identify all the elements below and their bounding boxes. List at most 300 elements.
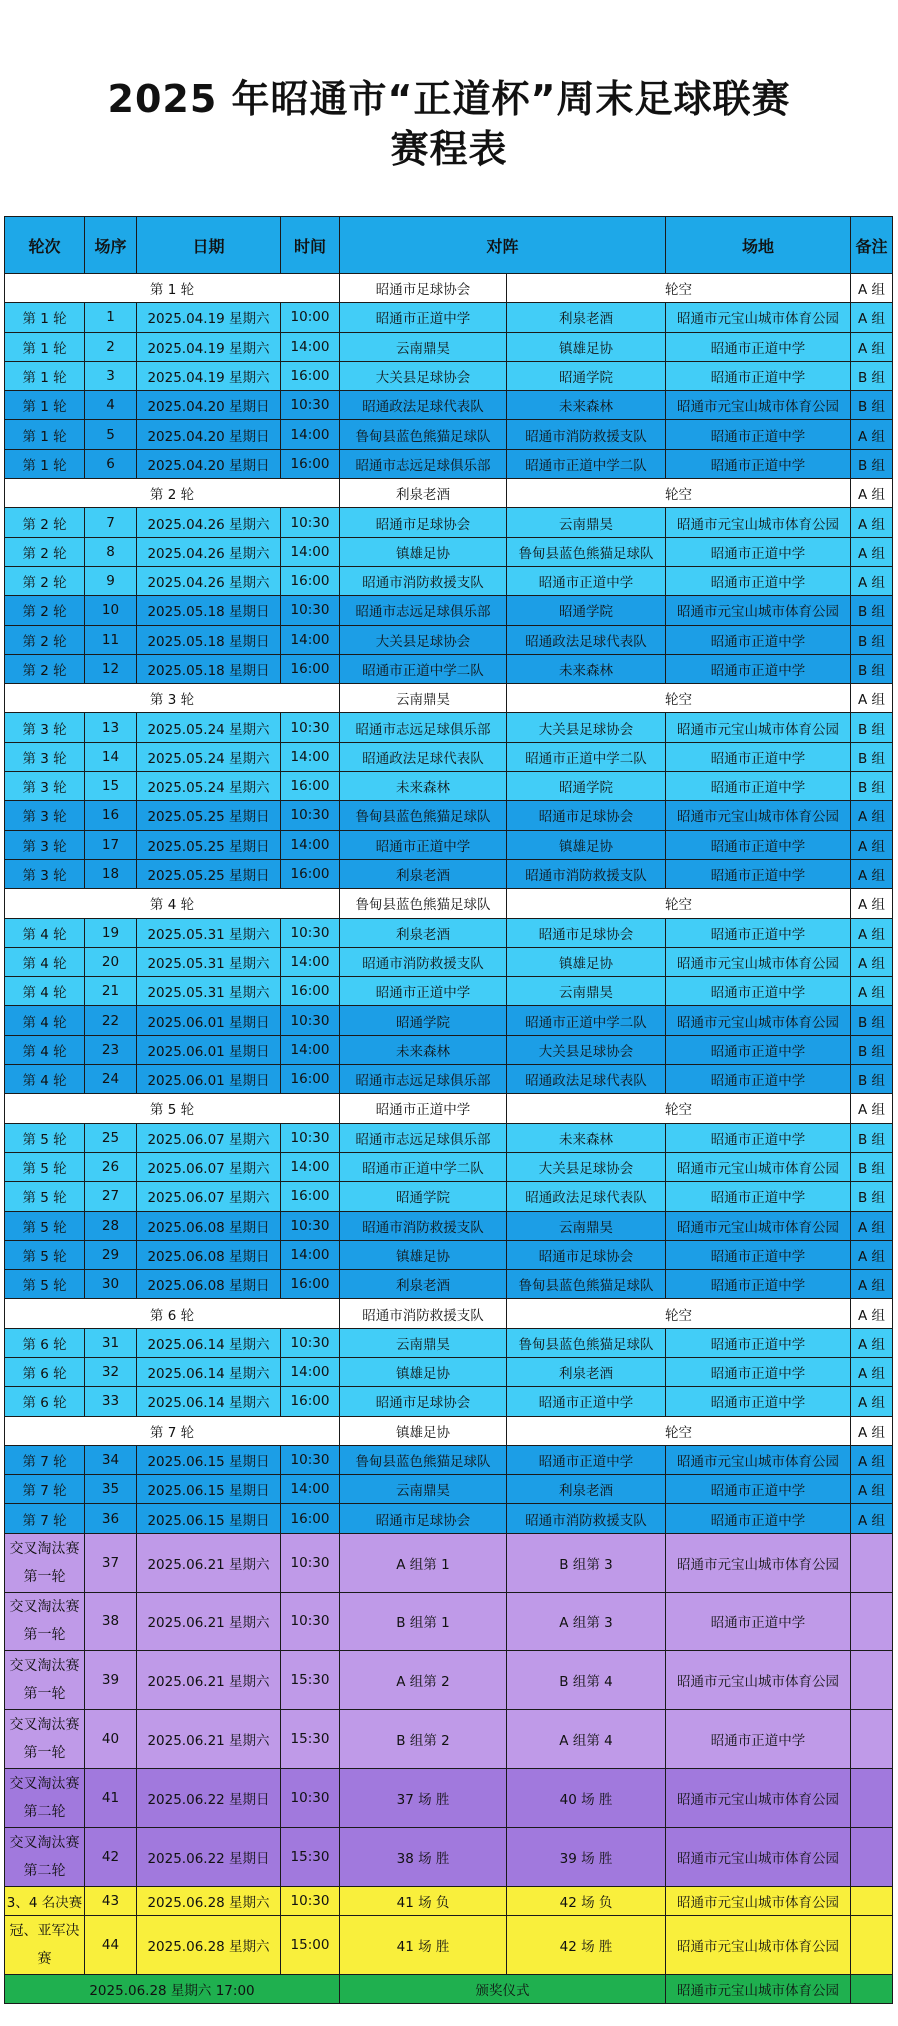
round-label: 第 4 轮	[5, 1065, 85, 1094]
group-note	[851, 1886, 893, 1915]
venue: 昭通市正道中学	[666, 625, 851, 654]
match-number: 33	[85, 1387, 137, 1416]
home-team: 云南鼎昊	[340, 1328, 507, 1357]
group-note	[851, 1827, 893, 1886]
venue: 昭通市正道中学	[666, 332, 851, 361]
venue: 昭通市元宝山城市体育公园	[666, 1152, 851, 1181]
away-team: 大关县足球协会	[507, 1152, 666, 1181]
match-number: 41	[85, 1768, 137, 1827]
away-team: 未来森林	[507, 391, 666, 420]
venue: 昭通市元宝山城市体育公园	[666, 1886, 851, 1915]
away-team: 39 场 胜	[507, 1827, 666, 1886]
match-time: 15:30	[281, 1827, 340, 1886]
venue: 昭通市正道中学	[666, 772, 851, 801]
match-date: 2025.06.21 星期六	[137, 1651, 281, 1710]
home-team: 未来森林	[340, 1035, 507, 1064]
match-time: 16:00	[281, 1182, 340, 1211]
match-date: 2025.05.24 星期六	[137, 772, 281, 801]
away-team: 昭通市消防救援支队	[507, 859, 666, 888]
bye-row	[5, 479, 893, 508]
group-note: B 组	[851, 361, 893, 390]
match-row	[5, 1035, 893, 1064]
home-team: B 组第 2	[340, 1710, 507, 1769]
round-label: 第 2 轮	[5, 537, 85, 566]
home-team: 37 场 胜	[340, 1768, 507, 1827]
match-row	[5, 859, 893, 888]
match-row	[5, 1328, 893, 1357]
group-note: A 组	[851, 918, 893, 947]
match-number: 13	[85, 713, 137, 742]
match-row	[5, 449, 893, 478]
home-team: 昭通市足球协会	[340, 508, 507, 537]
match-time: 15:30	[281, 1710, 340, 1769]
ceremony-datetime: 2025.06.28 星期六 17:00	[5, 1974, 340, 2003]
away-team: 昭通市足球协会	[507, 801, 666, 830]
match-number: 3	[85, 361, 137, 390]
match-time: 14:00	[281, 625, 340, 654]
group-note	[851, 1592, 893, 1651]
home-team: 昭通市足球协会	[340, 1387, 507, 1416]
match-number: 30	[85, 1270, 137, 1299]
match-row	[5, 1710, 893, 1769]
venue: 昭通市元宝山城市体育公园	[666, 1768, 851, 1827]
group-note: A 组	[851, 479, 893, 508]
match-number: 4	[85, 391, 137, 420]
round-label: 交叉淘汰赛第二轮	[5, 1768, 85, 1827]
match-date: 2025.05.18 星期日	[137, 596, 281, 625]
match-time: 14:00	[281, 537, 340, 566]
venue: 昭通市元宝山城市体育公园	[666, 1827, 851, 1886]
group-note: B 组	[851, 449, 893, 478]
group-note: A 组	[851, 977, 893, 1006]
venue: 昭通市正道中学	[666, 977, 851, 1006]
round-label: 3、4 名决赛	[5, 1886, 85, 1915]
match-row	[5, 1006, 893, 1035]
venue: 昭通市正道中学	[666, 1182, 851, 1211]
bye-row	[5, 1299, 893, 1328]
away-team: 利泉老酒	[507, 303, 666, 332]
match-number: 34	[85, 1445, 137, 1474]
match-time: 10:00	[281, 303, 340, 332]
match-number: 36	[85, 1504, 137, 1533]
venue: 昭通市元宝山城市体育公园	[666, 713, 851, 742]
away-team: 42 场 负	[507, 1886, 666, 1915]
match-row	[5, 537, 893, 566]
away-team: 昭通市消防救援支队	[507, 1504, 666, 1533]
venue: 昭通市正道中学	[666, 918, 851, 947]
match-number: 35	[85, 1475, 137, 1504]
home-team: 利泉老酒	[340, 859, 507, 888]
match-number: 18	[85, 859, 137, 888]
round-label: 第 1 轮	[5, 391, 85, 420]
bye-row	[5, 274, 893, 303]
match-time: 16:00	[281, 772, 340, 801]
home-team: 41 场 胜	[340, 1915, 507, 1974]
match-number: 8	[85, 537, 137, 566]
match-date: 2025.04.26 星期六	[137, 566, 281, 595]
group-note: A 组	[851, 274, 893, 303]
group-note	[851, 1768, 893, 1827]
schedule-body	[5, 274, 893, 2004]
round-label: 第 3 轮	[5, 713, 85, 742]
match-row	[5, 596, 893, 625]
home-team: 未来森林	[340, 772, 507, 801]
match-time: 16:00	[281, 1065, 340, 1094]
venue: 昭通市正道中学	[666, 1357, 851, 1386]
bye-team: 昭通市正道中学	[340, 1094, 507, 1123]
venue: 昭通市正道中学	[666, 1065, 851, 1094]
round-label: 第 7 轮	[5, 1475, 85, 1504]
round-label: 第 4 轮	[5, 947, 85, 976]
match-row	[5, 1211, 893, 1240]
home-team: 38 场 胜	[340, 1827, 507, 1886]
match-number: 16	[85, 801, 137, 830]
match-date: 2025.04.19 星期六	[137, 303, 281, 332]
match-date: 2025.04.26 星期六	[137, 537, 281, 566]
match-number: 23	[85, 1035, 137, 1064]
schedule-table	[4, 216, 893, 2004]
bye-team: 昭通市足球协会	[340, 274, 507, 303]
bye-label: 轮空	[507, 1299, 851, 1328]
match-time: 16:00	[281, 1387, 340, 1416]
group-note: A 组	[851, 1270, 893, 1299]
match-row	[5, 303, 893, 332]
match-number: 20	[85, 947, 137, 976]
match-row	[5, 772, 893, 801]
home-team: A 组第 2	[340, 1651, 507, 1710]
round-label: 第 3 轮	[5, 830, 85, 859]
round-label: 第 2 轮	[5, 479, 340, 508]
home-team: 昭通市消防救援支队	[340, 1211, 507, 1240]
group-note: B 组	[851, 1152, 893, 1181]
bye-label: 轮空	[507, 1416, 851, 1445]
venue: 昭通市元宝山城市体育公园	[666, 801, 851, 830]
group-note: A 组	[851, 1475, 893, 1504]
match-time: 10:30	[281, 1886, 340, 1915]
match-number: 37	[85, 1533, 137, 1592]
ceremony-event: 颁奖仪式	[340, 1974, 666, 2003]
match-number: 14	[85, 742, 137, 771]
match-row	[5, 1651, 893, 1710]
match-number: 19	[85, 918, 137, 947]
match-row	[5, 1445, 893, 1474]
match-number: 27	[85, 1182, 137, 1211]
venue: 昭通市正道中学	[666, 1240, 851, 1269]
home-team: 昭通市志远足球俱乐部	[340, 449, 507, 478]
match-number: 22	[85, 1006, 137, 1035]
home-team: 镇雄足协	[340, 537, 507, 566]
match-number: 39	[85, 1651, 137, 1710]
match-time: 14:00	[281, 830, 340, 859]
away-team: 昭通市足球协会	[507, 918, 666, 947]
match-time: 10:30	[281, 1211, 340, 1240]
venue: 昭通市元宝山城市体育公园	[666, 1651, 851, 1710]
match-number: 40	[85, 1710, 137, 1769]
away-team: 昭通政法足球代表队	[507, 1065, 666, 1094]
group-note: B 组	[851, 1006, 893, 1035]
match-date: 2025.06.15 星期日	[137, 1504, 281, 1533]
match-time: 10:30	[281, 918, 340, 947]
away-team: 昭通市正道中学	[507, 1445, 666, 1474]
group-note: A 组	[851, 859, 893, 888]
header-row	[5, 217, 893, 274]
round-label: 第 4 轮	[5, 1006, 85, 1035]
venue: 昭通市正道中学	[666, 1270, 851, 1299]
round-label: 交叉淘汰赛第一轮	[5, 1710, 85, 1769]
match-number: 25	[85, 1123, 137, 1152]
group-note: A 组	[851, 1504, 893, 1533]
match-date: 2025.04.19 星期六	[137, 332, 281, 361]
venue: 昭通市正道中学	[666, 1475, 851, 1504]
match-row	[5, 332, 893, 361]
home-team: 昭通市消防救援支队	[340, 947, 507, 976]
match-row	[5, 830, 893, 859]
match-date: 2025.06.08 星期日	[137, 1240, 281, 1269]
title-area	[0, 0, 898, 214]
match-row	[5, 1915, 893, 1974]
round-label: 交叉淘汰赛第二轮	[5, 1827, 85, 1886]
bye-label: 轮空	[507, 889, 851, 918]
match-date: 2025.06.21 星期六	[137, 1710, 281, 1769]
match-number: 11	[85, 625, 137, 654]
group-note: B 组	[851, 596, 893, 625]
round-label: 第 5 轮	[5, 1152, 85, 1181]
group-note: B 组	[851, 713, 893, 742]
match-time: 10:30	[281, 391, 340, 420]
away-team: 昭通市正道中学二队	[507, 449, 666, 478]
home-team: 大关县足球协会	[340, 625, 507, 654]
match-time: 10:30	[281, 596, 340, 625]
home-team: 鲁甸县蓝色熊猫足球队	[340, 801, 507, 830]
match-time: 10:30	[281, 1006, 340, 1035]
match-number: 12	[85, 654, 137, 683]
home-team: 昭通市足球协会	[340, 1504, 507, 1533]
away-team: 镇雄足协	[507, 947, 666, 976]
match-date: 2025.04.20 星期日	[137, 420, 281, 449]
home-team: 昭通市消防救援支队	[340, 566, 507, 595]
away-team: A 组第 3	[507, 1592, 666, 1651]
home-team: 昭通市正道中学二队	[340, 654, 507, 683]
group-note: A 组	[851, 1240, 893, 1269]
header-round: 轮次	[5, 217, 85, 274]
group-note: A 组	[851, 684, 893, 713]
venue: 昭通市元宝山城市体育公园	[666, 947, 851, 976]
home-team: 鲁甸县蓝色熊猫足球队	[340, 420, 507, 449]
match-date: 2025.05.25 星期日	[137, 830, 281, 859]
home-team: 41 场 负	[340, 1886, 507, 1915]
match-number: 28	[85, 1211, 137, 1240]
match-time: 16:00	[281, 859, 340, 888]
group-note: A 组	[851, 1416, 893, 1445]
away-team: 昭通市正道中学	[507, 566, 666, 595]
match-date: 2025.05.18 星期日	[137, 654, 281, 683]
round-label: 第 6 轮	[5, 1357, 85, 1386]
match-date: 2025.06.01 星期日	[137, 1065, 281, 1094]
round-label: 第 6 轮	[5, 1299, 340, 1328]
match-date: 2025.06.28 星期六	[137, 1915, 281, 1974]
group-note: A 组	[851, 1211, 893, 1240]
match-row	[5, 654, 893, 683]
match-date: 2025.05.24 星期六	[137, 713, 281, 742]
match-date: 2025.06.21 星期六	[137, 1592, 281, 1651]
match-time: 14:00	[281, 332, 340, 361]
round-label: 第 7 轮	[5, 1445, 85, 1474]
match-number: 29	[85, 1240, 137, 1269]
away-team: 鲁甸县蓝色熊猫足球队	[507, 1328, 666, 1357]
match-date: 2025.06.07 星期六	[137, 1182, 281, 1211]
header-matchup: 对阵	[340, 217, 666, 274]
round-label: 第 6 轮	[5, 1328, 85, 1357]
home-team: 昭通政法足球代表队	[340, 742, 507, 771]
group-note: A 组	[851, 303, 893, 332]
match-number: 44	[85, 1915, 137, 1974]
round-label: 第 4 轮	[5, 918, 85, 947]
away-team: 镇雄足协	[507, 830, 666, 859]
away-team: 大关县足球协会	[507, 1035, 666, 1064]
away-team: 昭通市正道中学二队	[507, 742, 666, 771]
match-number: 21	[85, 977, 137, 1006]
match-date: 2025.04.20 星期日	[137, 391, 281, 420]
home-team: 昭通市志远足球俱乐部	[340, 1065, 507, 1094]
match-time: 14:00	[281, 742, 340, 771]
round-label: 第 2 轮	[5, 654, 85, 683]
venue: 昭通市元宝山城市体育公园	[666, 391, 851, 420]
group-note	[851, 1915, 893, 1974]
match-date: 2025.06.21 星期六	[137, 1533, 281, 1592]
match-time: 16:00	[281, 654, 340, 683]
bye-team: 利泉老酒	[340, 479, 507, 508]
venue: 昭通市正道中学	[666, 1592, 851, 1651]
venue: 昭通市正道中学	[666, 566, 851, 595]
group-note: A 组	[851, 1445, 893, 1474]
home-team: 镇雄足协	[340, 1240, 507, 1269]
away-team: 昭通学院	[507, 596, 666, 625]
match-time: 14:00	[281, 1240, 340, 1269]
match-date: 2025.05.24 星期六	[137, 742, 281, 771]
venue: 昭通市正道中学	[666, 1328, 851, 1357]
away-team: 镇雄足协	[507, 332, 666, 361]
round-label: 交叉淘汰赛第一轮	[5, 1533, 85, 1592]
venue: 昭通市正道中学	[666, 654, 851, 683]
group-note: B 组	[851, 391, 893, 420]
match-time: 10:30	[281, 1768, 340, 1827]
venue: 昭通市正道中学	[666, 1035, 851, 1064]
match-number: 7	[85, 508, 137, 537]
round-label: 第 7 轮	[5, 1416, 340, 1445]
venue: 昭通市元宝山城市体育公园	[666, 596, 851, 625]
home-team: 鲁甸县蓝色熊猫足球队	[340, 1445, 507, 1474]
group-note: B 组	[851, 625, 893, 654]
round-label: 第 4 轮	[5, 889, 340, 918]
away-team: 42 场 胜	[507, 1915, 666, 1974]
away-team: 昭通学院	[507, 772, 666, 801]
venue: 昭通市正道中学	[666, 1123, 851, 1152]
round-label: 第 5 轮	[5, 1240, 85, 1269]
round-label: 第 6 轮	[5, 1387, 85, 1416]
match-time: 15:30	[281, 1651, 340, 1710]
header-date: 日期	[137, 217, 281, 274]
match-row	[5, 742, 893, 771]
match-time: 10:30	[281, 1592, 340, 1651]
bye-row	[5, 1094, 893, 1123]
home-team: 昭通学院	[340, 1006, 507, 1035]
match-time: 16:00	[281, 977, 340, 1006]
group-note	[851, 1710, 893, 1769]
round-label: 冠、亚军决赛	[5, 1915, 85, 1974]
match-number: 42	[85, 1827, 137, 1886]
away-team: 云南鼎昊	[507, 1211, 666, 1240]
match-number: 26	[85, 1152, 137, 1181]
match-date: 2025.05.18 星期日	[137, 625, 281, 654]
group-note: A 组	[851, 1387, 893, 1416]
match-time: 14:00	[281, 1475, 340, 1504]
venue: 昭通市元宝山城市体育公园	[666, 1445, 851, 1474]
match-time: 10:30	[281, 1328, 340, 1357]
match-date: 2025.06.01 星期日	[137, 1035, 281, 1064]
match-time: 14:00	[281, 1152, 340, 1181]
home-team: 昭通市志远足球俱乐部	[340, 596, 507, 625]
match-number: 32	[85, 1357, 137, 1386]
bye-label: 轮空	[507, 1094, 851, 1123]
match-time: 14:00	[281, 947, 340, 976]
venue: 昭通市正道中学	[666, 361, 851, 390]
match-row	[5, 1768, 893, 1827]
venue: 昭通市正道中学	[666, 1710, 851, 1769]
venue: 昭通市元宝山城市体育公园	[666, 1915, 851, 1974]
group-note: A 组	[851, 1094, 893, 1123]
group-note: A 组	[851, 566, 893, 595]
venue: 昭通市正道中学	[666, 449, 851, 478]
bye-team: 镇雄足协	[340, 1416, 507, 1445]
round-label: 第 2 轮	[5, 566, 85, 595]
group-note: A 组	[851, 1299, 893, 1328]
home-team: 昭通市正道中学	[340, 977, 507, 1006]
match-number: 6	[85, 449, 137, 478]
match-row	[5, 1065, 893, 1094]
round-label: 第 5 轮	[5, 1123, 85, 1152]
group-note: A 组	[851, 508, 893, 537]
group-note: A 组	[851, 332, 893, 361]
match-row	[5, 1123, 893, 1152]
home-team: 昭通市正道中学	[340, 303, 507, 332]
group-note: A 组	[851, 537, 893, 566]
match-date: 2025.05.31 星期六	[137, 947, 281, 976]
match-date: 2025.06.15 星期日	[137, 1445, 281, 1474]
venue: 昭通市元宝山城市体育公园	[666, 508, 851, 537]
match-row	[5, 361, 893, 390]
match-number: 43	[85, 1886, 137, 1915]
match-time: 14:00	[281, 420, 340, 449]
home-team: 大关县足球协会	[340, 361, 507, 390]
round-label: 第 2 轮	[5, 596, 85, 625]
venue: 昭通市正道中学	[666, 742, 851, 771]
round-label: 交叉淘汰赛第一轮	[5, 1592, 85, 1651]
match-number: 10	[85, 596, 137, 625]
match-time: 15:00	[281, 1915, 340, 1974]
group-note: B 组	[851, 654, 893, 683]
round-label: 第 4 轮	[5, 977, 85, 1006]
ceremony-row	[5, 1974, 893, 2003]
match-date: 2025.05.31 星期六	[137, 977, 281, 1006]
round-label: 第 4 轮	[5, 1035, 85, 1064]
match-date: 2025.06.08 星期日	[137, 1270, 281, 1299]
match-row	[5, 508, 893, 537]
away-team: 利泉老酒	[507, 1475, 666, 1504]
round-label: 第 3 轮	[5, 742, 85, 771]
match-number: 2	[85, 332, 137, 361]
match-date: 2025.06.22 星期日	[137, 1768, 281, 1827]
match-time: 10:30	[281, 508, 340, 537]
